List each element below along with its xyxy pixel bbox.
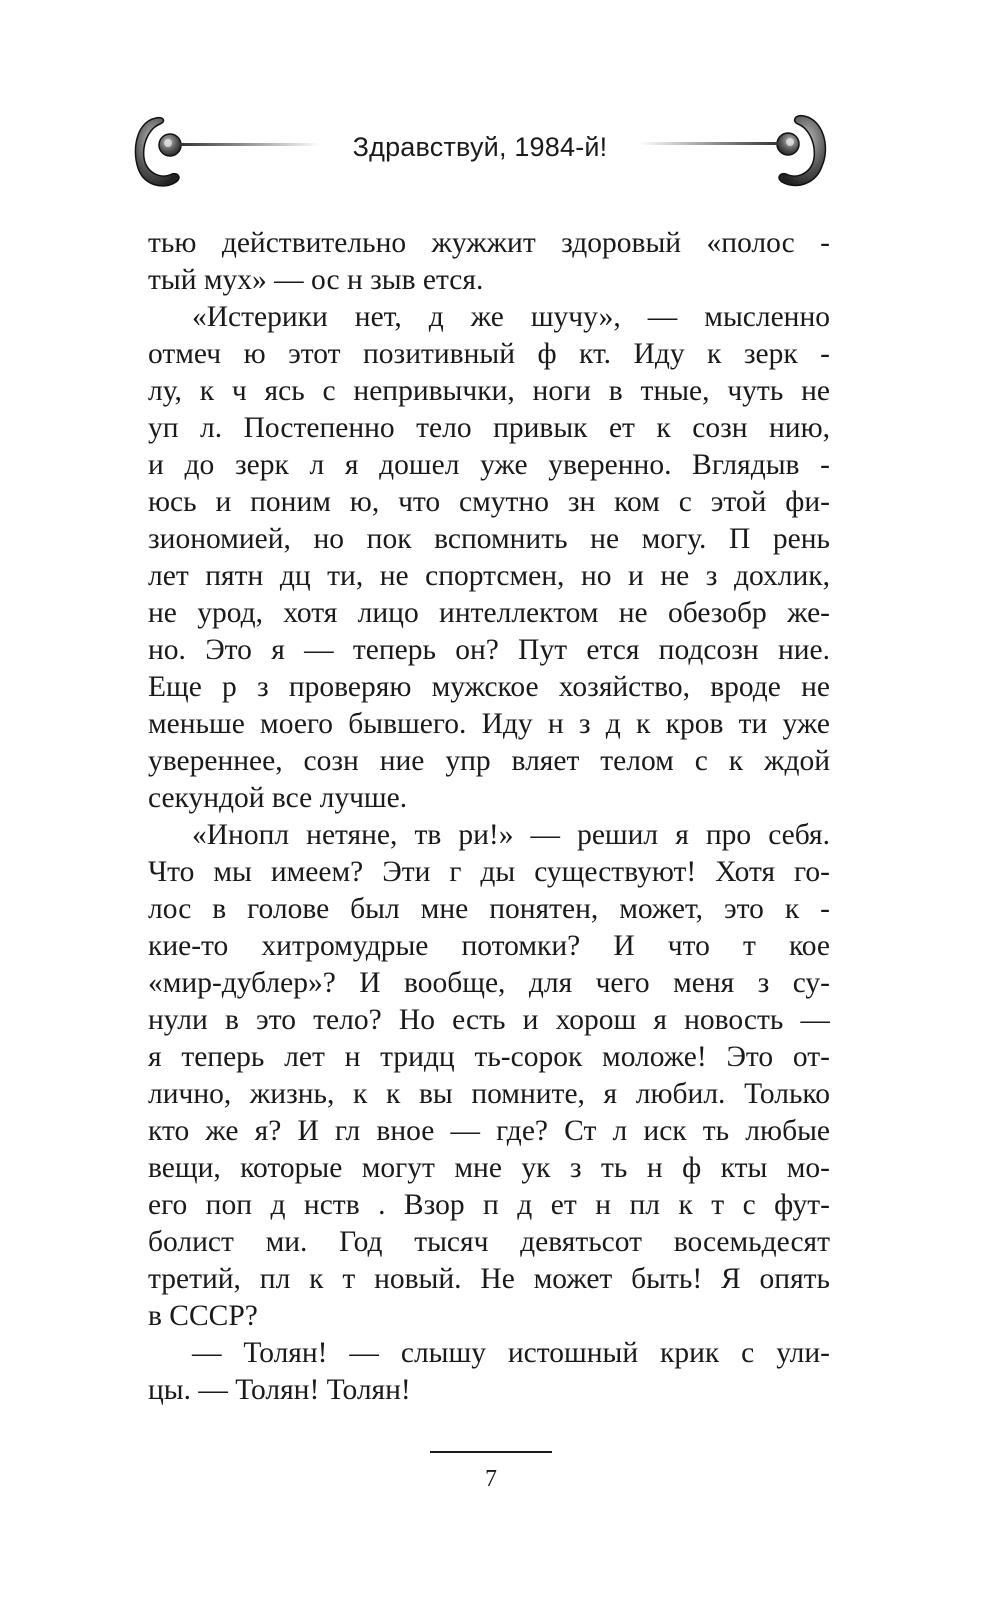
text-line: и до зерк л я дошел уже уверенно. Вглядыв - [148,449,830,481]
right-ornament-icon [630,110,830,200]
text-line: вещи, которые могут мне ук з ть н ф кты мо- [148,1152,830,1184]
text-line: тый мух» — ос н зыв ется. [148,264,484,296]
text-line: лу, к ч ясь с непривычки, ноги в тные, чуть не [148,375,830,407]
footer-rule [430,1451,552,1453]
text-line: уп л. Постепенно тело привык ет к созн нию, [148,412,830,444]
text-line: «мир-дублер»? И вообще, для чего меня з су- [148,967,830,999]
text-line: отмеч ю этот позитивный ф кт. Иду к зерк - [148,338,830,370]
text-line: «Инопл нетяне, тв ри!» — решил я про себя. [192,819,830,851]
text-line: юсь и поним ю, что смутно зн ком с этой фи- [148,486,830,518]
running-title: Здравствуй, 1984-й! [352,132,608,162]
text-line: Еще р з проверяю мужское хозяйство, вроде не [148,671,830,703]
text-line: лично, жизнь, к к вы помните, я любил. Только [148,1078,830,1110]
text-line: кие-то хитромудрые потомки? И что т кое [148,930,830,962]
text-line: секундой все лучше. [148,782,408,814]
text-line: тью действительно жужжит здоровый «полос - [148,227,830,259]
text-line: лет пятн дц ти, не спортсмен, но и не з дохлик, [148,560,830,592]
text-line: меньше моего бывшего. Иду н з д к кров ти уже [148,708,830,740]
text-line: нули в это тело? Но есть и хорош я новость — [148,1004,830,1036]
text-line: третий, пл к т новый. Не может быть! Я опять [148,1263,830,1295]
text-line: увереннее, созн ние упр вляет телом с к ждой [148,745,830,777]
text-line: болист ми. Год тысяч девятьсот восемьдесят [148,1226,830,1258]
text-line: я теперь лет н тридц ть-сорок моложе! Это от- [148,1041,830,1073]
page-number: 7 [485,1466,497,1492]
text-line: лос в голове был мне понятен, может, это к - [148,893,830,925]
text-line: зиономией, но пок вспомнить не могу. П рень [148,523,830,555]
text-line: — Толян! — слышу истошный крик с ули- [192,1337,830,1369]
text-line: его поп д нств . Взор п д ет н пл к т с фут- [148,1189,830,1221]
page-header [130,110,830,200]
text-line: цы. — Толян! Толян! [148,1374,411,1406]
body-text [148,225,830,1409]
text-line: Что мы имеем? Эти г ды существуют! Хотя го- [148,856,830,888]
text-line: «Истерики нет, д же шучу», — мысленно [192,301,830,333]
text-line: кто же я? И гл вное — где? Ст л иск ть любые [148,1115,830,1147]
text-line: но. Это я — теперь он? Пут ется подсозн ние. [148,634,830,666]
text-line: в СССР? [148,1300,258,1332]
text-line: не урод, хотя лицо интеллектом не обезобр же- [148,597,830,629]
